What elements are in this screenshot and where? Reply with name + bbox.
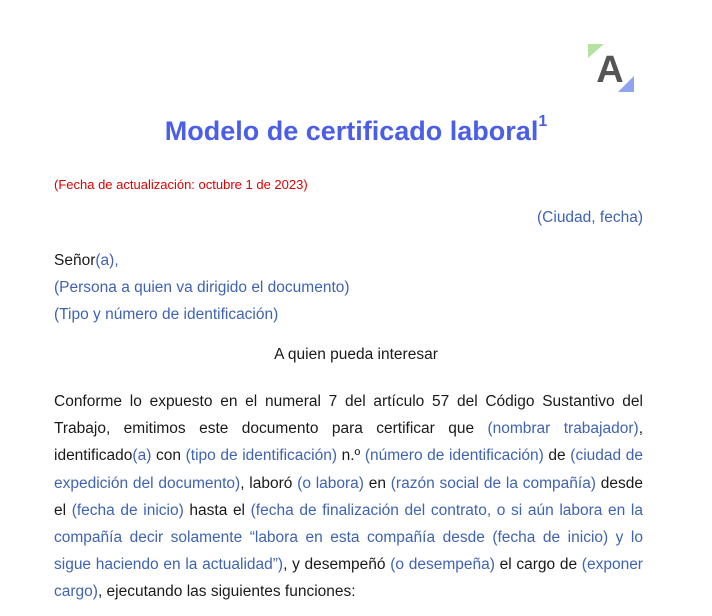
body-text-run: , ejecutando las siguientes funciones:: [97, 583, 356, 601]
placeholder-text: (fecha de finalización del contrato, o si aún labora en la compañía decir solamente “labora en esta compañía desde (fecha de inicio) y lo sigue haciendo en la actualidad”): [54, 501, 643, 574]
letter-heading: A quien pueda interesar: [274, 346, 438, 363]
body-text-run: desde el: [54, 474, 643, 519]
placeholder-text: (fecha de inicio): [71, 501, 184, 519]
placeholder-text: (exponer cargo): [54, 556, 643, 601]
body-text-run: con: [151, 447, 186, 465]
document-title: Modelo de certificado laboral$^1$: [164, 113, 548, 146]
placeholder-text: (o labora): [297, 474, 364, 492]
title-footnote: 1: [538, 113, 548, 130]
body-text-run: Conforme lo expuesto en el numeral 7 del artículo 57 del Código Sustantivo del Trabajo, emitimos este documento para certificar que: [54, 393, 643, 438]
body-text-run: , laboró: [240, 474, 298, 492]
body-text-run: en: [363, 474, 391, 492]
body-text-run: n.º: [337, 447, 365, 465]
placeholder-text: (razón social de la compañía): [390, 474, 596, 492]
body-paragraph: [54, 388, 643, 606]
placeholder-text: (o desempeña): [390, 556, 495, 574]
placeholder-text: (número de identificación): [364, 447, 544, 465]
recipient-block: [54, 247, 350, 328]
placeholder-text: (tipo de identificación): [185, 447, 338, 465]
body-text-run: hasta el: [183, 501, 251, 519]
placeholder-text: (ciudad de expedición del documento): [54, 447, 643, 492]
body-text-run: , identificado: [54, 420, 643, 465]
body-text-run: el cargo de: [494, 556, 582, 574]
placeholder-text: (nombrar trabajador): [487, 420, 639, 438]
city-date: (Ciudad, fecha): [537, 209, 643, 226]
body-text-run: de: [543, 447, 571, 465]
recipient-id: (Tipo y número de identificación): [54, 306, 279, 323]
logo-letter: A: [596, 49, 624, 91]
placeholder-text: (a): [132, 447, 152, 465]
body-text-run: , y desempeñó: [283, 556, 391, 574]
salutation: Señor(a),: [54, 252, 119, 269]
update-note: (Fecha de actualización: octubre 1 de 2023): [54, 177, 308, 192]
recipient-name: (Persona a quien va dirigido el documento): [54, 279, 350, 296]
brand-logo: [588, 44, 636, 92]
